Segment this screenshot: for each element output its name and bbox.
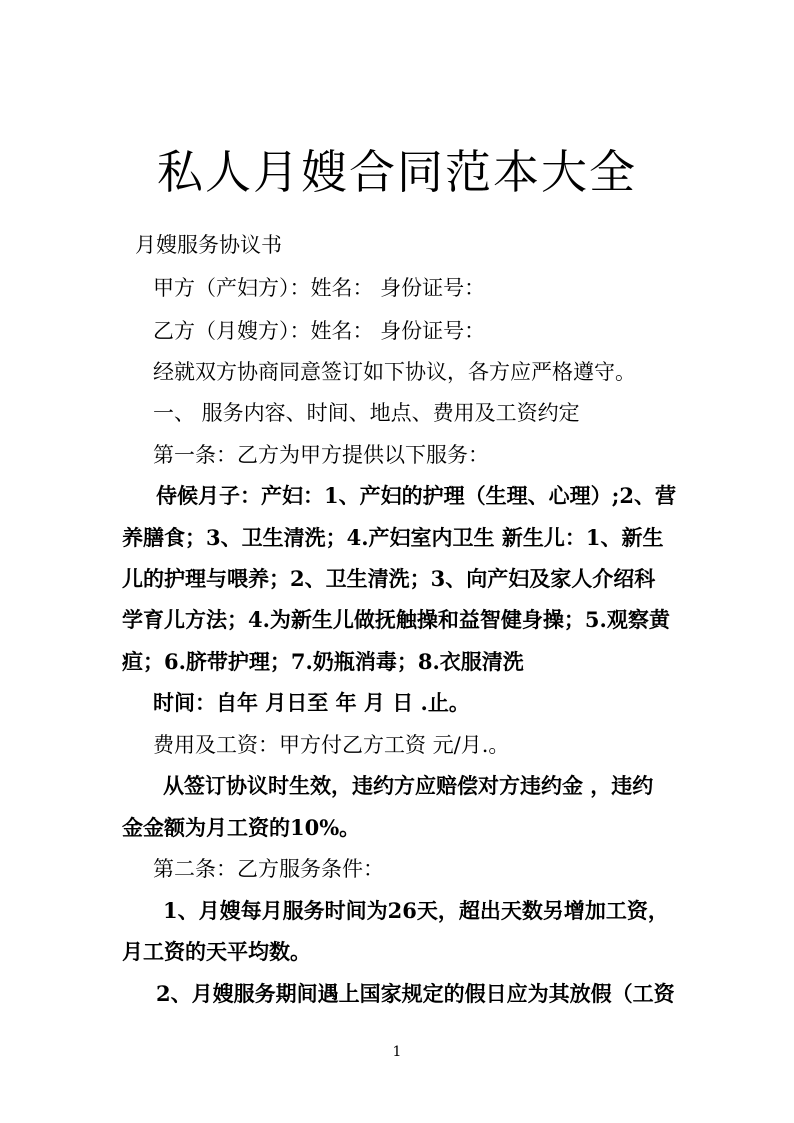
condition-one-line: 1、月嫂每月服务时间为26天，超出天数另增加工资， <box>163 898 669 923</box>
section-one-heading: 一、 服务内容、时间、地点、费用及工资约定 <box>153 401 580 425</box>
article-one-heading: 第一条：乙方为甲方提供以下服务： <box>153 443 489 467</box>
page-number: 1 <box>392 1044 402 1060</box>
effective-clause-line: 从签订协议时生效，违约方应赔偿对方违约金 ，违约 <box>163 773 654 798</box>
services-paragraph-line: 侍候月子：产妇：1、产妇的护理（生理、心理）;2、营 <box>156 483 676 508</box>
party-b-line: 乙方（月嫂方）：姓名： 身份证号： <box>153 319 486 343</box>
condition-two-line: 2、月嫂服务期间遇上国家规定的假日应为其放假（工资 <box>156 981 675 1006</box>
fee-line: 费用及工资：甲方付乙方工资 元/月.。 <box>153 733 510 757</box>
services-paragraph-line: 儿的护理与喂养；2、卫生清洗；3、向产妇及家人介绍科 <box>122 566 656 591</box>
article-two-heading: 第二条：乙方服务条件： <box>153 857 384 881</box>
services-paragraph-line: 疸；6.脐带护理；7.奶瓶消毒；8.衣服清洗 <box>122 649 524 674</box>
agreement-intro: 经就双方协商同意签订如下协议，各方应严格遵守。 <box>153 360 636 384</box>
service-period-line: 时间：自年 月日至 年 月 日 .止。 <box>153 690 470 715</box>
condition-one-line: 月工资的天平均数。 <box>122 939 311 964</box>
document-title: 私人月嫂合同范本大全 <box>157 145 637 199</box>
party-a-line: 甲方（产妇方）：姓名： 身份证号： <box>153 276 486 300</box>
services-paragraph-line: 学育儿方法；4.为新生儿做抚触操和益智健身操；5.观察黄 <box>122 607 670 632</box>
agreement-heading: 月嫂服务协议书 <box>135 233 282 257</box>
effective-clause-line: 金金额为月工资的10%。 <box>122 815 361 840</box>
services-paragraph-line: 养膳食；3、卫生清洗；4.产妇室内卫生 新生儿：1、新生 <box>122 525 664 550</box>
